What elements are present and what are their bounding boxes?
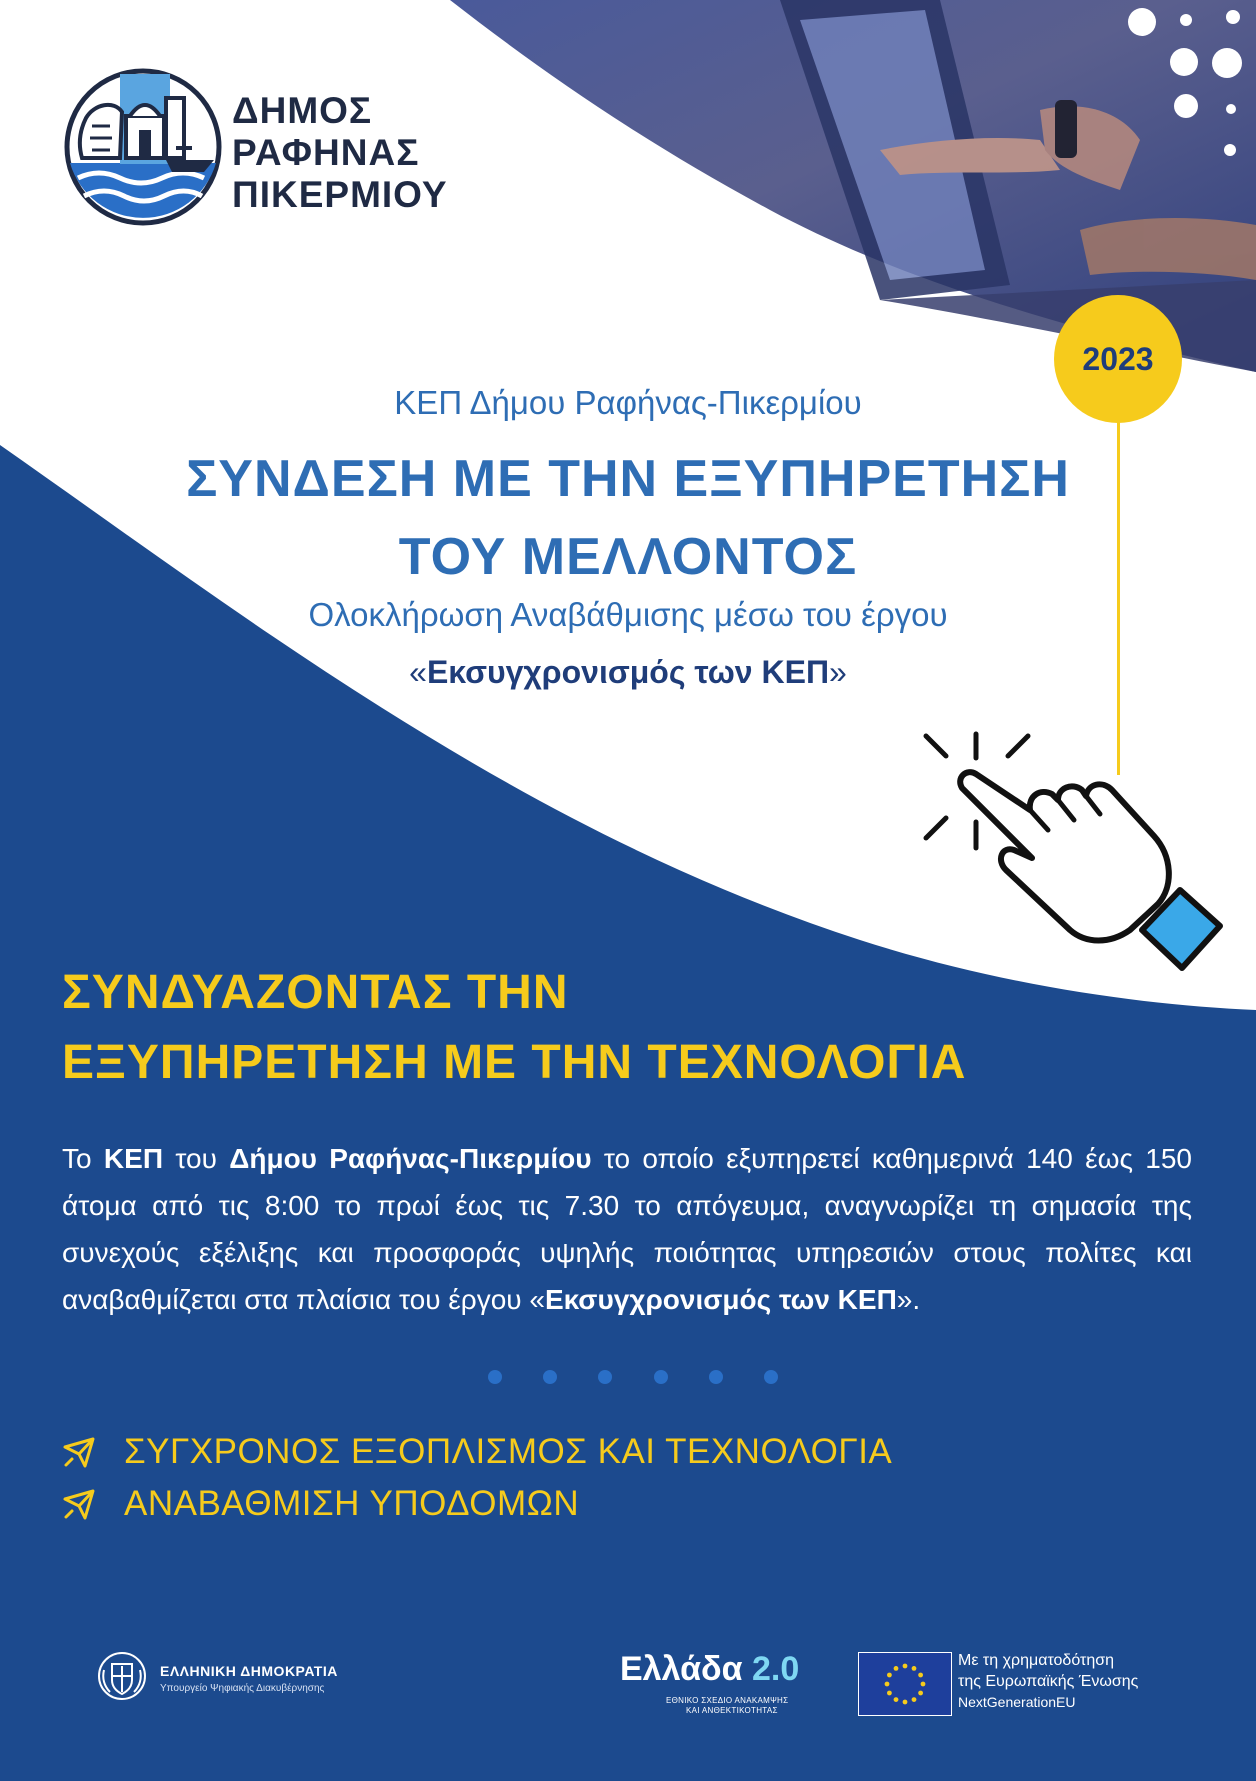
body-text-segment: ». [896,1284,921,1315]
main-title-line: ΣΥΝΔΕΣΗ ΜΕ ΤΗΝ ΕΞΥΠΗΡΕΤΗΣΗ [186,450,1070,508]
section-heading-line: ΕΞΥΠΗΡΕΤΗΣΗ ΜΕ ΤΗΝ ΤΕΧΝΟΛΟΓΙΑ [62,1036,967,1089]
decor-dot [1226,104,1236,114]
quote-close: » [829,654,847,690]
greek-republic-title: ΕΛΛΗΝΙΚΗ ΔΗΜΟΚΡΑΤΙΑ [160,1663,338,1679]
eu-funding-text [958,1650,1218,1713]
greek-republic-logo [96,1650,426,1706]
section-heading-line: ΣΥΝΔΥΑΖΟΝΤΑΣ ΤΗΝ [62,966,569,1019]
decor-dot [1224,144,1236,156]
kep-subtitle: ΚΕΠ Δήμου Ραφήνας-Πικερμίου [394,384,862,421]
separator-dot [598,1370,612,1384]
main-title [0,440,1256,596]
ministry-name: Υπουργείο Ψηφιακής Διακυβέρνησης [160,1683,325,1694]
eu-funding-line: Με τη χρηματοδότηση [958,1652,1114,1669]
separator-dot [543,1370,557,1384]
eu-flag-icon [858,1652,952,1716]
decor-dot [1174,94,1198,118]
ellada-version: 2.0 [751,1650,800,1688]
separator-dot [764,1370,778,1384]
bullet-item [62,1428,962,1476]
logo-line: ΠΙΚΕΡΜΙΟΥ [232,174,448,215]
bullet-text: ΑΝΑΒΑΘΜΙΣΗ ΥΠΟΔΟΜΩΝ [124,1484,580,1523]
greek-coat-of-arms-icon [96,1650,148,1702]
separator-dot [709,1370,723,1384]
body-bold-segment: Δήμου Ραφήνας-Πικερμίου [229,1143,592,1174]
logo-line: ΡΑΦΗΝΑΣ [232,132,420,173]
upgrade-subtitle: Ολοκλήρωση Αναβάθμισης μέσω του έργου [308,596,948,633]
decor-dot [1128,8,1156,36]
year-label: 2023 [1082,340,1154,377]
bullet-text: ΣΥΓΧΡΟΝΟΣ ΕΞΟΠΛΙΣΜΟΣ ΚΑΙ ΤΕΧΝΟΛΟΓΙΑ [124,1432,893,1471]
body-bold-segment: ΚΕΠ [103,1143,164,1174]
body-bold-segment: Εκσυγχρονισμός των ΚΕΠ [544,1284,897,1315]
separator-dot [488,1370,502,1384]
ellada-subtitle: ΚΑΙ ΑΝΘΕΚΤΙΚΟΤΗΤΑΣ [686,1706,778,1715]
project-name: Εκσυγχρονισμός των ΚΕΠ [426,654,830,690]
decor-dot [1180,14,1192,26]
separator-dot [654,1370,668,1384]
quote-open: « [409,654,427,690]
decor-dot [1212,48,1242,78]
project-name-line [0,654,1256,691]
body-paragraph [62,1135,1192,1323]
municipality-emblem-icon [64,68,222,226]
ellada-name: Ελλάδα [620,1650,743,1688]
eu-funding-line: της Ευρωπαϊκής Ένωσης [958,1673,1139,1690]
decor-dot [1226,10,1240,24]
bullet-item [62,1480,962,1528]
paper-plane-icon [62,1487,96,1521]
logo-line: ΔΗΜΟΣ [232,90,373,131]
ellada-subtitle: ΕΘΝΙΚΟ ΣΧΕΔΙΟ ΑΝΑΚΑΜΨΗΣ [666,1696,789,1705]
pointing-hand-icon [910,718,1230,978]
body-text-segment: Το [62,1143,104,1174]
ellada-title [620,1650,799,1689]
body-text-segment: του [163,1143,230,1174]
ellada-2-logo [620,1650,850,1728]
section-heading [62,958,1062,1098]
body-text-segment: το οποίο εξυπηρετεί καθημερινά 140 έως 150 άτομα από τις 8:00 το πρωί έως τις 7.30 το απόγευμα, αναγνωρίζει τη σημασία της συνεχούς εξέλιξης και προσφοράς υψηλής ποιότητας υπηρεσιών στους πολίτες και αναβαθμίζεται στα πλαίσια του έργου « [62,1143,1192,1315]
decor-dot [1170,48,1198,76]
main-title-line: ΤΟΥ ΜΕΛΛΟΝΤΟΣ [398,528,858,586]
paper-plane-icon [62,1435,96,1469]
municipality-name [232,90,472,216]
next-generation-eu: NextGenerationEU [958,1694,1076,1710]
municipality-logo [64,68,484,240]
dots-separator [488,1370,778,1386]
